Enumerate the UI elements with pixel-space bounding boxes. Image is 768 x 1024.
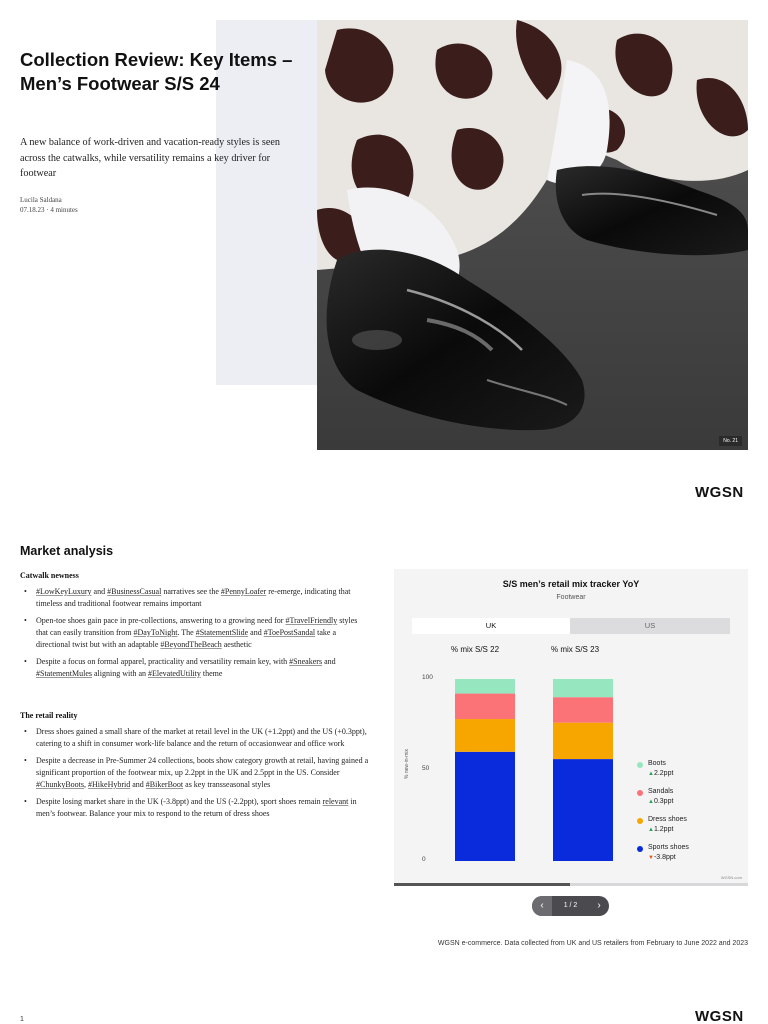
article-subtitle: A new balance of work-driven and vacation-ready styles is seen across the catwalks, while versatility remains a key driver for footwear bbox=[20, 137, 280, 179]
y-tick-label: 0 bbox=[422, 856, 426, 863]
y-tick-label: 100 bbox=[422, 674, 433, 681]
bar-segment-sandals bbox=[553, 697, 613, 722]
arrow-up-icon: ▲ bbox=[648, 799, 654, 805]
catwalk-subhead: Catwalk newness bbox=[20, 571, 79, 580]
hashtag-link[interactable]: #ToePostSandal bbox=[263, 628, 316, 637]
hashtag-link[interactable]: #Sneakers bbox=[289, 657, 323, 666]
column-header-ss23: % mix S/S 23 bbox=[551, 645, 600, 654]
legend-item bbox=[637, 759, 747, 787]
legend-swatch bbox=[637, 790, 643, 796]
hashtag-link[interactable]: #BikerBoot bbox=[145, 780, 184, 789]
hashtag-link[interactable]: #BusinessCasual bbox=[107, 587, 162, 596]
list-item: • Despite a focus on formal apparel, practicality and versatility remain key, with #Sneakers and #StatementMules aligning with an #ElevatedUtility theme bbox=[20, 656, 370, 680]
section-title: Market analysis bbox=[20, 544, 114, 558]
wgsn-logo-footer: WGSN bbox=[695, 1008, 744, 1024]
chevron-left-icon: ‹ bbox=[540, 900, 544, 911]
legend-delta: ▲0.3ppt bbox=[648, 798, 674, 805]
carousel-progress-fill bbox=[394, 883, 570, 886]
hashtag-link[interactable]: relevant bbox=[322, 797, 349, 806]
y-axis-title: % new-in-mix bbox=[404, 748, 410, 779]
bar-segment-sports-shoes bbox=[455, 752, 515, 861]
hashtag-link[interactable]: #ElevatedUtility bbox=[148, 669, 201, 678]
pager-count: 1 / 2 bbox=[563, 902, 578, 909]
hashtag-link[interactable]: #StatementSlide bbox=[195, 628, 249, 637]
wgsn-logo: WGSN bbox=[695, 484, 744, 501]
list-item: • #LowKeyLuxury and #BusinessCasual narratives see the #PennyLoafer re-emerge, indicating that timeless and traditional footwear remains important bbox=[20, 586, 370, 610]
carousel-pager bbox=[532, 896, 609, 916]
hashtag-link[interactable]: #TravelFriendly bbox=[285, 616, 338, 625]
page-number: 1 bbox=[20, 1016, 24, 1023]
legend-label: Boots bbox=[648, 760, 666, 767]
retail-subhead: The retail reality bbox=[20, 711, 78, 720]
legend-delta: ▼-3.8ppt bbox=[648, 854, 676, 861]
bar-segment-dress-shoes bbox=[455, 719, 515, 752]
catwalk-bullet-list bbox=[20, 586, 370, 685]
hero-photo bbox=[317, 20, 748, 450]
loafer-photo-illustration bbox=[317, 20, 748, 450]
retail-mix-chart bbox=[394, 569, 748, 885]
hashtag-link[interactable]: #StatementMules bbox=[36, 669, 92, 678]
list-item: • Despite a decrease in Pre-Summer 24 collections, boots show category growth at retail, having gained a significant proportion of the footwear mix, up 2.2ppt in the UK and 2.5ppt in the US. Consider #ChunkyBoots, #HikeHybrid and #BikerBoot as key transseasonal styles bbox=[20, 755, 370, 791]
legend-label: Sports shoes bbox=[648, 844, 689, 851]
legend-swatch bbox=[637, 846, 643, 852]
bar-segment-dress-shoes bbox=[553, 723, 613, 759]
hashtag-link[interactable]: #HikeHybrid bbox=[88, 780, 131, 789]
legend-label: Dress shoes bbox=[648, 816, 687, 823]
legend-label: Sandals bbox=[648, 788, 674, 795]
page-title: Collection Review: Key Items – Men’s Footwear S/S 24 bbox=[20, 49, 293, 94]
y-tick-label: 50 bbox=[422, 765, 430, 772]
retail-bullet-list bbox=[20, 726, 370, 825]
legend-swatch bbox=[637, 762, 643, 768]
pager-next-button[interactable] bbox=[589, 896, 609, 916]
article-meta: 07.18.23 · 4 minutes bbox=[20, 206, 78, 214]
legend-item bbox=[637, 843, 747, 871]
bar-segment-boots bbox=[455, 679, 515, 694]
legend-item bbox=[637, 787, 747, 815]
chevron-right-icon: › bbox=[597, 900, 601, 911]
tab-us[interactable]: US bbox=[570, 618, 730, 634]
chart-legend bbox=[637, 759, 747, 871]
list-item: • Despite losing market share in the UK (-3.8ppt) and the US (-2.2ppt), sport shoes remain relevant in men’s footwear. Balance your mix to respond to the return of dress shoes bbox=[20, 796, 370, 820]
author-name: Lucila Saldana bbox=[20, 196, 62, 204]
hashtag-link[interactable]: #DayToNight bbox=[133, 628, 178, 637]
arrow-down-icon: ▼ bbox=[648, 855, 654, 861]
arrow-up-icon: ▲ bbox=[648, 827, 654, 833]
bar-segment-boots bbox=[553, 679, 613, 697]
legend-delta: ▲1.2ppt bbox=[648, 826, 674, 833]
bar-segment-sports-shoes bbox=[553, 759, 613, 861]
hashtag-link[interactable]: #LowKeyLuxury bbox=[36, 587, 92, 596]
pager-prev-button[interactable] bbox=[532, 896, 552, 916]
hashtag-link[interactable]: #ChunkyBoots bbox=[36, 780, 85, 789]
chart-subtitle: Footwear bbox=[556, 594, 586, 601]
hashtag-link[interactable]: #BeyondTheBeach bbox=[160, 640, 222, 649]
list-item: • Dress shoes gained a small share of the market at retail level in the UK (+1.2ppt) and the US (+0.3ppt), catering to a shift in consumer work-life balance and the return of occasionwear and office work bbox=[20, 726, 370, 750]
chart-credit: WGSN.com bbox=[720, 875, 742, 880]
legend-item bbox=[637, 815, 747, 843]
legend-swatch bbox=[637, 818, 643, 824]
chart-source-note: WGSN e-commerce. Data collected from UK and US retailers from February to June 2022 and 2023 bbox=[437, 940, 748, 947]
chart-title: S/S men’s retail mix tracker YoY bbox=[502, 579, 640, 589]
photo-number-tag: No. 21 bbox=[719, 436, 742, 446]
tab-uk[interactable]: UK bbox=[412, 618, 570, 634]
hashtag-link[interactable]: #PennyLoafer bbox=[220, 587, 267, 596]
legend-delta: ▲2.2ppt bbox=[648, 770, 674, 777]
byline bbox=[20, 195, 78, 215]
list-item: • Open-toe shoes gain pace in pre-collections, answering to a growing need for #TravelFriendly styles that can easily transition from #DayToNight. The #StatementSlide and #ToePostSandal take a directional twist but with an adaptable #BeyondTheBeach aesthetic bbox=[20, 615, 370, 651]
arrow-up-icon: ▲ bbox=[648, 771, 654, 777]
bar-segment-sandals bbox=[455, 694, 515, 719]
column-header-ss22: % mix S/S 22 bbox=[451, 645, 500, 654]
carousel-progress bbox=[394, 883, 748, 886]
